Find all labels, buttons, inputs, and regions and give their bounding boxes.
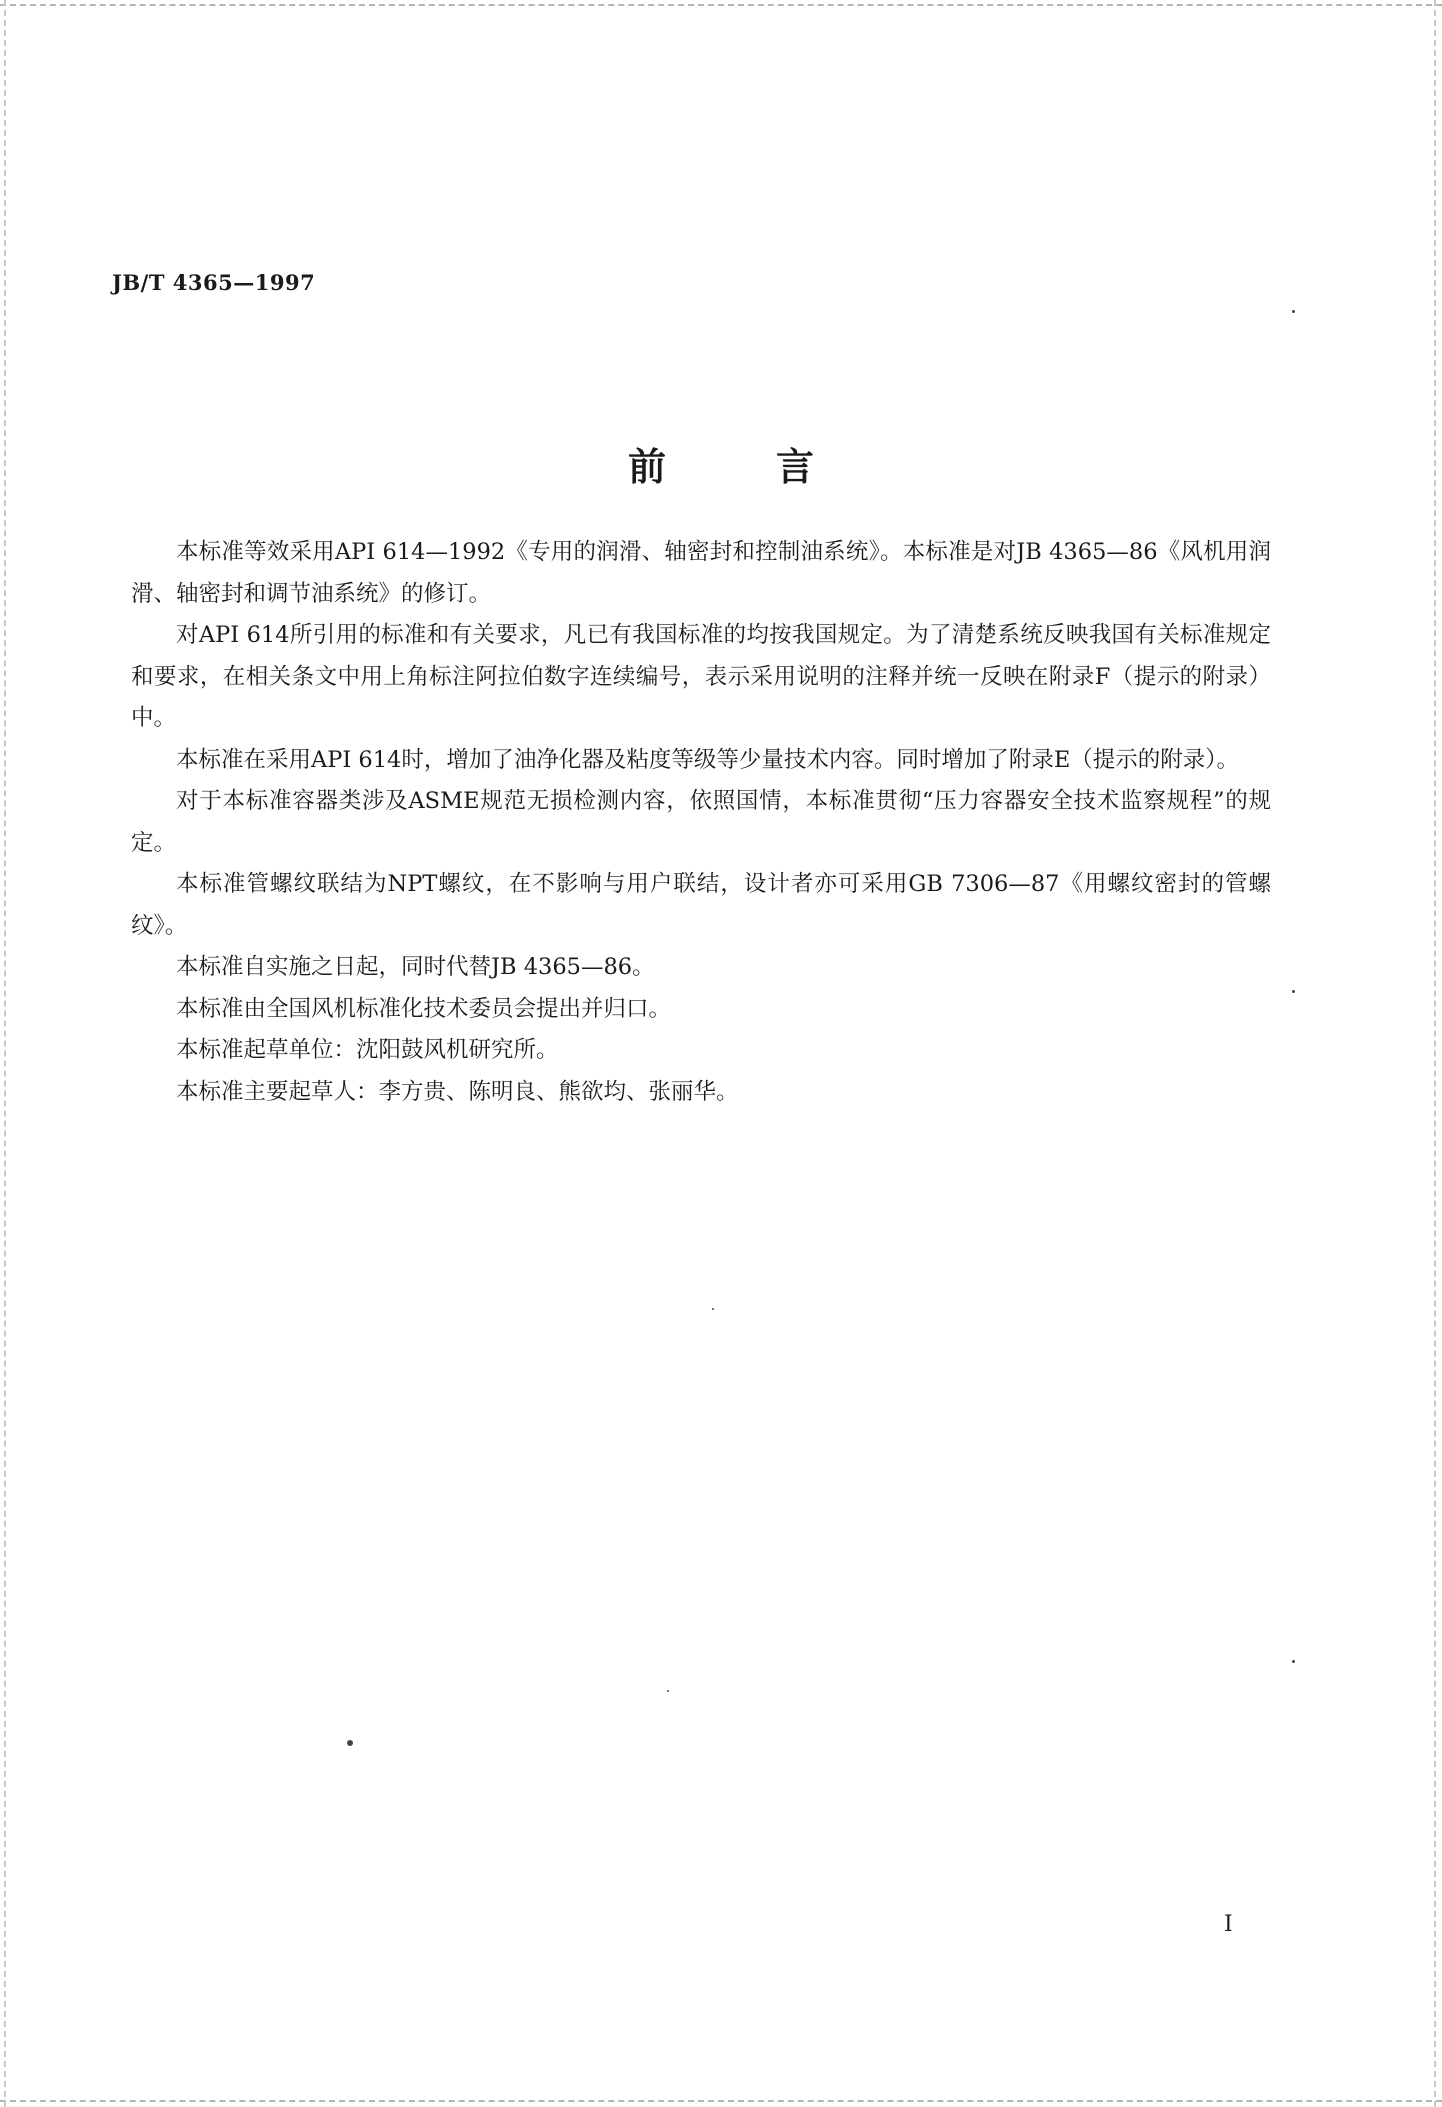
scan-speck (712, 1308, 714, 1310)
scan-speck (667, 1690, 669, 1692)
scan-speck (1292, 310, 1295, 313)
scan-speck (1292, 1660, 1295, 1663)
scan-border-right (1434, 0, 1436, 2107)
page-title: 前言 (627, 445, 924, 489)
paragraph-asme: 对于本标准容器类涉及ASME规范无损检测内容，依照国情，本标准贯彻“压力容器安全技术监察规程”的规定。 (131, 788, 1271, 856)
paragraph-drafting-unit: 本标准起草单位：沈阳鼓风机研究所。 (176, 1037, 559, 1063)
paragraph-adoption: 本标准等效采用API 614—1992《专用的润滑、轴密封和控制油系统》。本标准是对JB 4365—86《风机用润滑、轴密封和调节油系统》的修订。 (131, 539, 1271, 607)
paragraph-committee: 本标准由全国风机标准化技术委员会提出并归口。 (176, 995, 672, 1022)
paragraph-replaces: 本标准自实施之日起，同时代替JB 4365—86。 (176, 954, 655, 980)
scan-border-bottom (0, 2100, 1442, 2102)
paragraph-threads: 本标准管螺纹联结为NPT螺纹，在不影响与用户联结，设计者亦可采用GB 7306—87《用螺纹密封的管螺纹》。 (131, 871, 1271, 939)
document-code: JB/T 4365—1997 (112, 270, 316, 295)
scan-speck (1292, 990, 1295, 993)
scan-border-top (0, 4, 1442, 6)
foreword-body (131, 532, 1271, 1113)
scan-speck (347, 1740, 353, 1746)
page-number: I (1224, 1912, 1233, 1937)
paragraph-additions: 本标准在采用API 614时，增加了油净化器及粘度等级等少量技术内容。同时增加了附录E（提示的附录）。 (176, 746, 1240, 773)
paragraph-drafters: 本标准主要起草人：李方贵、陈明良、熊欲均、张丽华。 (176, 1078, 739, 1105)
paragraph-standards: 对API 614所引用的标准和有关要求，凡已有我国标准的均按我国规定。为了清楚系统反映我国有关标准规定和要求，在相关条文中用上角标注阿拉伯数字连续编号，表示采用说明的注释并统一反映在附录F（提示的附录）中。 (131, 622, 1271, 731)
scan-border-left (4, 0, 6, 2107)
